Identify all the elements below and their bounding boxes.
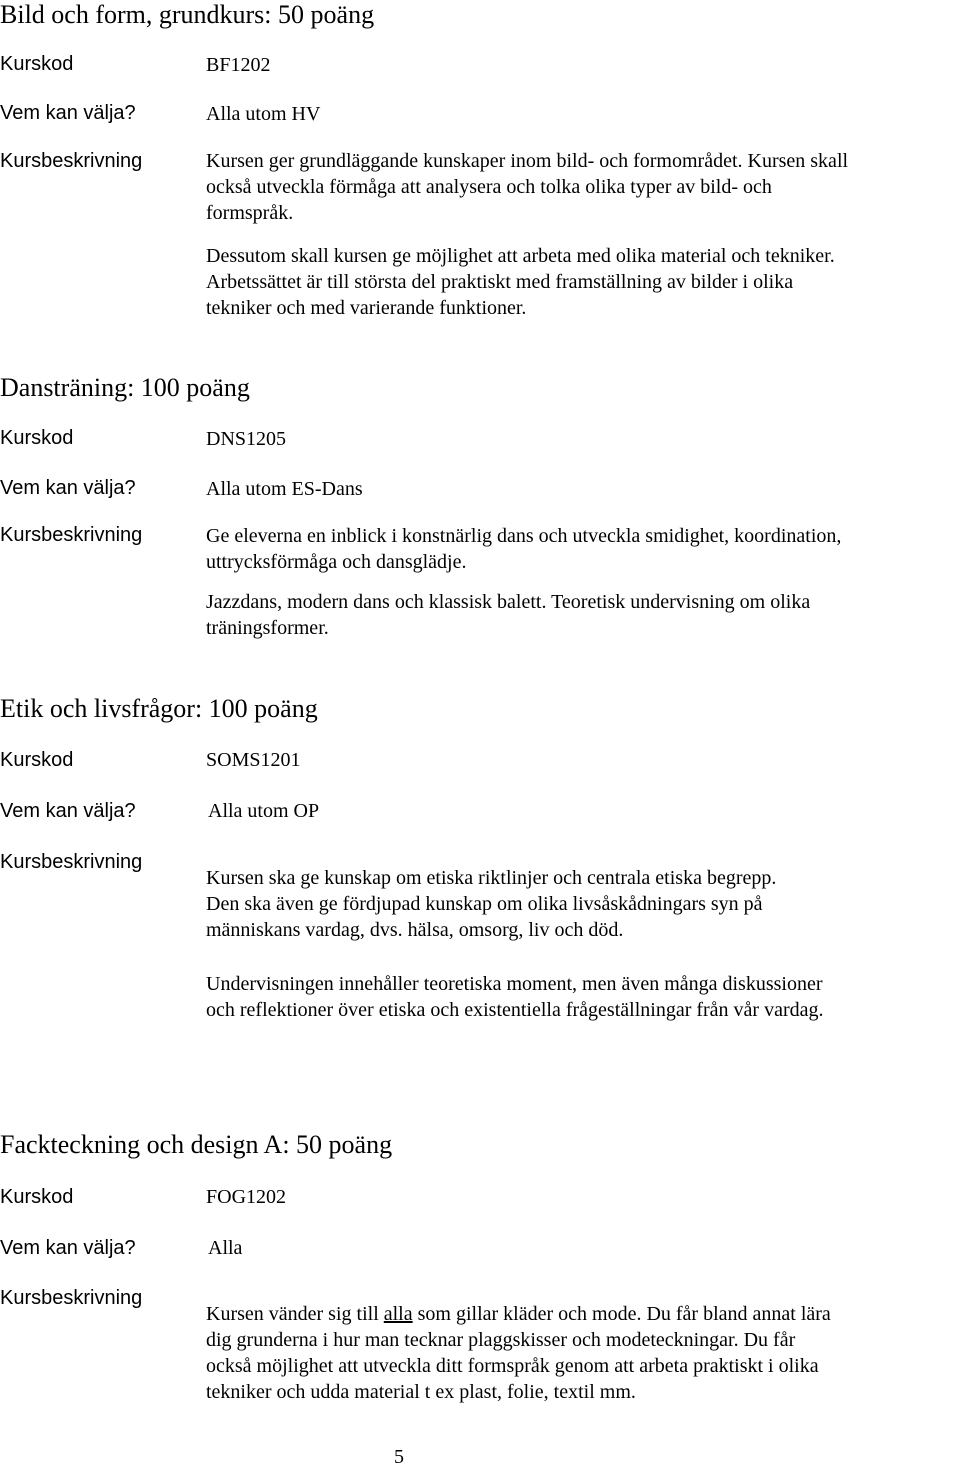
underlined-word: alla	[383, 1303, 413, 1325]
description-line: människans vardag, dvs. hälsa, omsorg, liv och död.	[206, 919, 624, 941]
description-line: träningsformer.	[206, 617, 329, 639]
vem-kan-valja-value: Alla utom OP	[208, 800, 320, 822]
description-line: tekniker och udda material t ex plast, folie, textil mm.	[206, 1381, 636, 1403]
course-description-paragraph	[206, 589, 810, 641]
description-line: formspråk.	[206, 202, 294, 224]
course-description-paragraph	[206, 243, 835, 321]
kurskod-value: DNS1205	[206, 428, 287, 450]
course-description-paragraph	[206, 971, 824, 1023]
kurskod-label: Kurskod	[0, 427, 74, 449]
kursbeskrivning-label: Kursbeskrivning	[0, 851, 143, 873]
description-line: Kursen ger grundläggande kunskaper inom bild- och formområdet. Kursen skall	[206, 150, 849, 172]
description-line: också möjlighet att utveckla ditt formspråk genom att arbeta praktiskt i olika	[206, 1355, 819, 1377]
course-title-bild-och-form: Bild och form, grundkurs: 50 poäng	[0, 0, 375, 29]
description-line: Den ska även ge fördjupad kunskap om olika livsåskådningars syn på	[206, 893, 763, 915]
course-description-paragraph	[206, 523, 841, 575]
vem-kan-valja-value: Alla	[208, 1237, 243, 1259]
vem-kan-valja-label: Vem kan välja?	[0, 800, 136, 822]
kurskod-label: Kurskod	[0, 1186, 74, 1208]
kurskod-value: BF1202	[206, 54, 271, 76]
vem-kan-valja-label: Vem kan välja?	[0, 477, 136, 499]
description-line: Dessutom skall kursen ge möjlighet att arbeta med olika material och tekniker.	[206, 245, 835, 267]
course-description-paragraph	[206, 148, 848, 226]
description-line: och reflektioner över etiska och existentiella frågeställningar från vår vardag.	[206, 999, 824, 1021]
description-line: dig grunderna i hur man tecknar plaggskisser och modeteckningar. Du får	[206, 1329, 796, 1351]
vem-kan-valja-value: Alla utom HV	[206, 103, 321, 125]
kurskod-label: Kurskod	[0, 749, 74, 771]
page-number: 5	[394, 1446, 404, 1468]
kursbeskrivning-label: Kursbeskrivning	[0, 150, 143, 172]
description-line: Jazzdans, modern dans och klassisk balett. Teoretisk undervisning om olika	[206, 591, 811, 613]
course-title-fackteckning-och-design: Fackteckning och design A: 50 poäng	[0, 1130, 393, 1159]
description-line: Undervisningen innehåller teoretiska moment, men även många diskussioner	[206, 973, 823, 995]
description-line: Ge eleverna en inblick i konstnärlig dans och utveckla smidighet, koordination,	[206, 525, 842, 547]
description-suffix: som gillar kläder och mode. Du får bland annat lära	[412, 1303, 831, 1325]
description-line: uttrycksförmåga och dansglädje.	[206, 551, 467, 573]
course-title-etik-och-livsfragor: Etik och livsfrågor: 100 poäng	[0, 694, 318, 723]
vem-kan-valja-label: Vem kan välja?	[0, 1237, 136, 1259]
description-line: tekniker och med varierande funktioner.	[206, 297, 527, 319]
description-prefix: Kursen vänder sig till	[206, 1303, 384, 1325]
kursbeskrivning-label: Kursbeskrivning	[0, 524, 143, 546]
vem-kan-valja-value: Alla utom ES-Dans	[206, 478, 363, 500]
description-line	[206, 1301, 831, 1327]
description-line: Arbetssättet är till största del praktiskt med framställning av bilder i olika	[206, 271, 794, 293]
kurskod-label: Kurskod	[0, 53, 74, 75]
kurskod-value: SOMS1201	[206, 749, 301, 771]
course-title-danstraning: Dansträning: 100 poäng	[0, 373, 250, 402]
vem-kan-valja-label: Vem kan välja?	[0, 102, 136, 124]
course-description-paragraph	[206, 865, 776, 943]
course-description-paragraph	[206, 1301, 831, 1405]
description-line: Kursen ska ge kunskap om etiska riktlinjer och centrala etiska begrepp.	[206, 867, 777, 889]
kursbeskrivning-label: Kursbeskrivning	[0, 1287, 143, 1309]
kurskod-value: FOG1202	[206, 1186, 287, 1208]
description-line: också utveckla förmåga att analysera och tolka olika typer av bild- och	[206, 176, 772, 198]
